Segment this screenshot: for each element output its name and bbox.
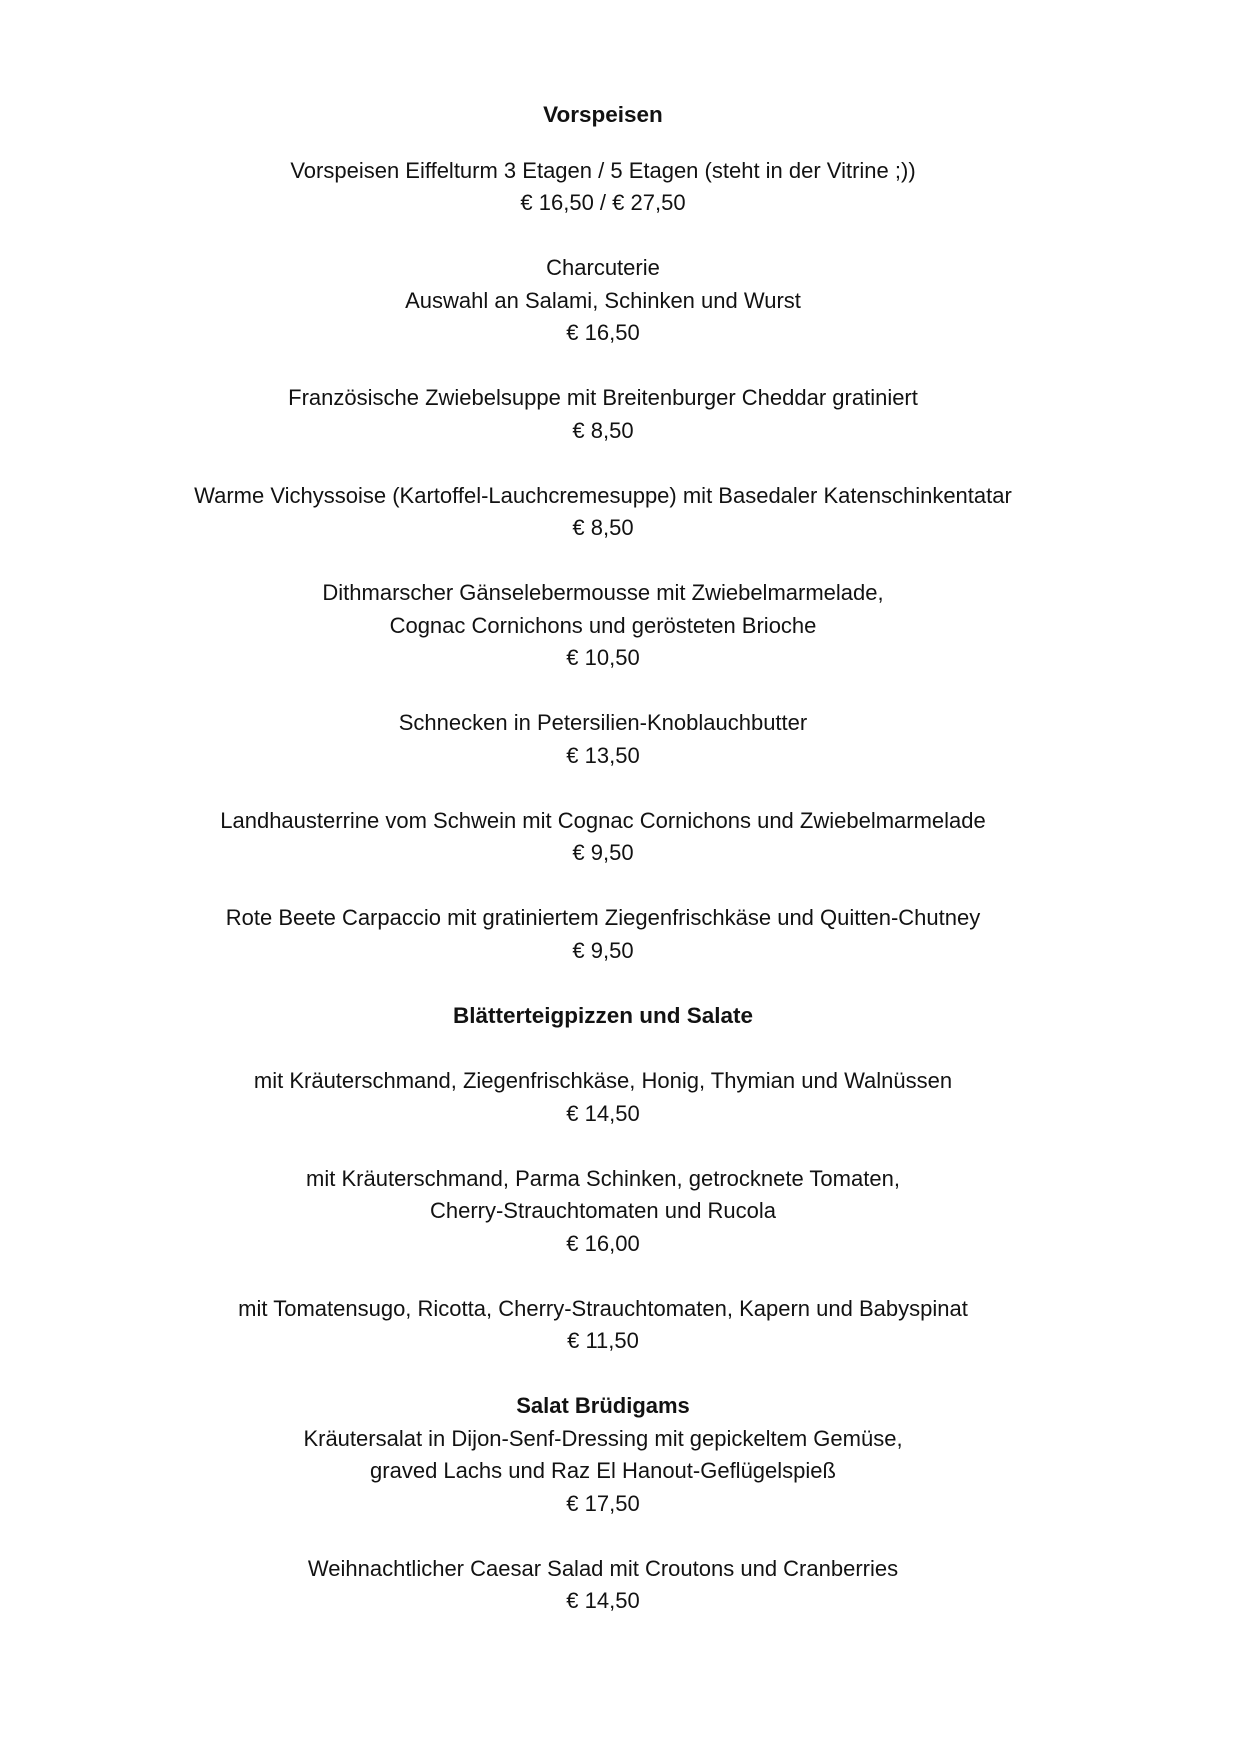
menu-item-description: Weihnachtlicher Caesar Salad mit Croutons und Cranberries (307, 1555, 899, 1581)
menu-item-description: Schnecken in Petersilien-Knoblauchbutter (398, 710, 808, 735)
menu-item (0, 480, 1206, 545)
menu-item (0, 1163, 1206, 1261)
menu-item-subtitle: Salat Brüdigams (516, 1393, 690, 1418)
menu-item-description: Kräutersalat in Dijon-Senf-Dressing mit gepickeltem Gemüse, (303, 1425, 903, 1451)
menu-item-price: € 8,50 (572, 417, 634, 443)
menu-item-price: € 14,50 (566, 1100, 640, 1126)
section-title: Blätterteigpizzen und Salate (452, 1002, 754, 1028)
section-title: Vorspeisen (543, 102, 663, 127)
menu-item (0, 1065, 1206, 1130)
menu-item-description: Französische Zwiebelsuppe mit Breitenburger Cheddar gratiniert (288, 385, 918, 410)
menu-item-description: Auswahl an Salami, Schinken und Wurst (405, 287, 801, 313)
menu-item-description: graved Lachs und Raz El Hanout-Geflügelspieß (370, 1458, 836, 1483)
menu-item (0, 1553, 1206, 1618)
menu-item-price: € 9,50 (572, 937, 634, 963)
menu-item (0, 382, 1206, 447)
menu-item (0, 707, 1206, 772)
menu-item-description: Cognac Cornichons und gerösteten Brioche (389, 612, 817, 638)
menu-item-description: Vorspeisen Eiffelturm 3 Etagen / 5 Etagen (steht in der Vitrine ;)) (290, 157, 916, 183)
menu-item (0, 155, 1206, 220)
menu-item-price: € 16,00 (566, 1230, 640, 1256)
menu-item (0, 1390, 1206, 1520)
menu-item-description: Charcuterie (546, 255, 660, 280)
menu-item-description: Dithmarscher Gänselebermousse mit Zwiebelmarmelade, (322, 580, 884, 605)
menu-item (0, 252, 1206, 350)
menu-section (0, 1000, 1206, 1618)
menu-item-price: € 13,50 (566, 742, 640, 768)
menu-item-price: € 16,50 / € 27,50 (520, 190, 686, 215)
menu-item (0, 577, 1206, 675)
menu-item (0, 902, 1206, 967)
menu-item-price: € 8,50 (572, 515, 634, 540)
menu-item-price: € 16,50 (566, 320, 640, 345)
menu-item (0, 1293, 1206, 1358)
menu-item (0, 805, 1206, 870)
menu-item-description: mit Kräuterschmand, Parma Schinken, getrocknete Tomaten, (306, 1165, 900, 1191)
menu-item-description: mit Tomatensugo, Ricotta, Cherry-Strauchtomaten, Kapern und Babyspinat (238, 1295, 968, 1321)
menu-item-price: € 9,50 (572, 840, 634, 865)
menu-item-price: € 17,50 (566, 1490, 640, 1516)
menu-item-price: € 10,50 (566, 645, 640, 670)
menu-item-description: Warme Vichyssoise (Kartoffel-Lauchcremesuppe) mit Basedaler Katenschinkentatar (194, 482, 1012, 508)
menu-section (0, 99, 1206, 967)
menu-sections (0, 99, 1206, 1618)
menu-item-price: € 11,50 (567, 1328, 639, 1353)
menu-item-description: Rote Beete Carpaccio mit gratiniertem Ziegenfrischkäse und Quitten-Chutney (225, 905, 981, 930)
menu-item-price: € 14,50 (566, 1588, 640, 1613)
menu-item-description: Landhausterrine vom Schwein mit Cognac Cornichons und Zwiebelmarmelade (220, 807, 986, 833)
menu-item-description: mit Kräuterschmand, Ziegenfrischkäse, Honig, Thymian und Walnüssen (253, 1068, 953, 1093)
menu-item-description: Cherry-Strauchtomaten und Rucola (429, 1198, 777, 1223)
